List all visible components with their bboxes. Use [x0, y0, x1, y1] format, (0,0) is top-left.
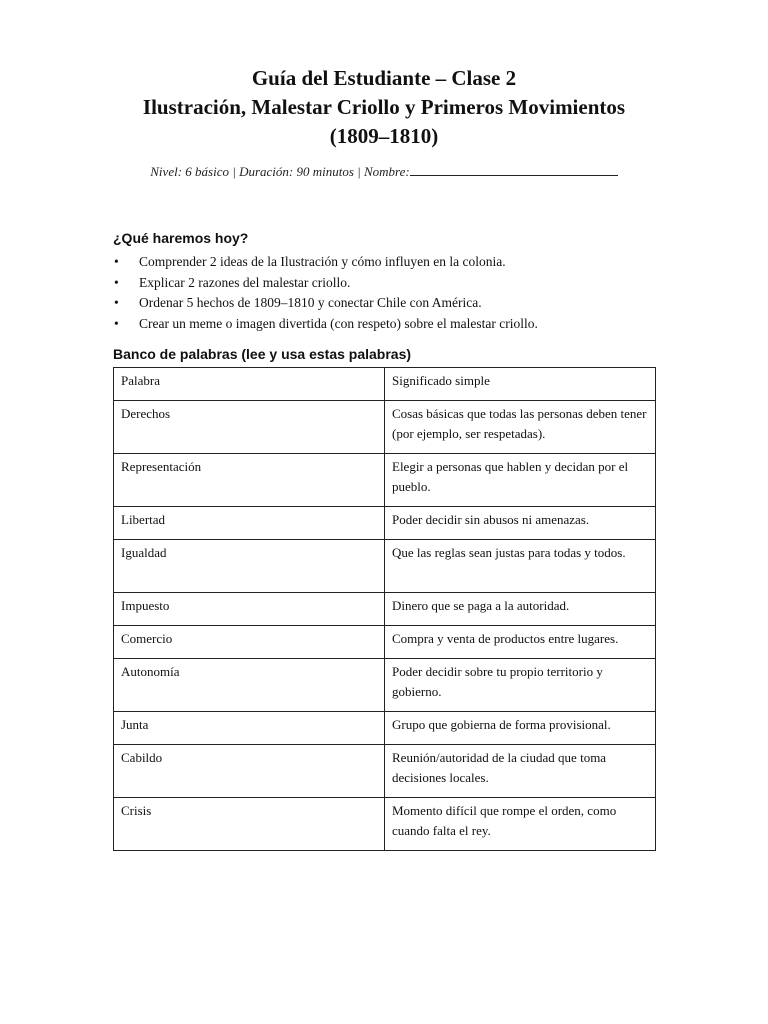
separator: | [232, 164, 236, 179]
bullet-icon: • [114, 295, 119, 310]
word-cell: Cabildo [114, 745, 385, 798]
meaning-cell: Reunión/autoridad de la ciudad que toma decisiones locales. [385, 745, 656, 798]
title-line-3: (1809–1810) [329, 124, 439, 148]
list-item-text: Ordenar 5 hechos de 1809–1810 y conectar Chile con América. [139, 295, 482, 310]
list-item [113, 314, 538, 335]
duration-text: Duración: 90 minutos [239, 164, 354, 179]
table-row [114, 593, 656, 626]
meaning-cell: Compra y venta de productos entre lugares. [385, 626, 656, 659]
list-item [113, 252, 538, 273]
title-line-1: Guía del Estudiante – Clase 2 [251, 66, 517, 90]
table-row [114, 798, 656, 851]
list-item-text: Crear un meme o imagen divertida (con respeto) sobre el malestar criollo. [139, 315, 538, 331]
word-cell: Comercio [114, 626, 385, 659]
table-row [114, 659, 656, 712]
meaning-cell: Grupo que gobierna de forma provisional. [385, 712, 656, 745]
name-label: Nombre: [363, 164, 410, 179]
list-item-text: Explicar 2 razones del malestar criollo. [139, 274, 351, 290]
objectives-heading: ¿Qué haremos hoy? [113, 230, 249, 246]
document-title [0, 64, 768, 151]
table-row [114, 540, 656, 593]
meaning-cell: Momento difícil que rompe el orden, como cuando falta el rey. [385, 798, 656, 851]
level-text: Nivel: 6 básico [150, 164, 229, 179]
bullet-icon: • [114, 254, 119, 269]
word-cell: Representación [114, 454, 385, 507]
table-row [114, 712, 656, 745]
bullet-icon: • [114, 274, 119, 290]
column-header-meaning: Significado simple [385, 368, 656, 401]
meaning-cell: Que las reglas sean justas para todas y todos. [385, 540, 656, 593]
word-cell: Igualdad [114, 540, 385, 593]
word-bank-heading: Banco de palabras (lee y usa estas palabras) [113, 346, 412, 362]
meta-info-line [0, 164, 768, 180]
objectives-list [113, 252, 538, 334]
word-bank-table [113, 367, 656, 851]
word-cell: Derechos [114, 401, 385, 454]
meaning-cell: Poder decidir sin abusos ni amenazas. [385, 507, 656, 540]
bullet-icon: • [114, 315, 119, 331]
table-row [114, 454, 656, 507]
table-row [114, 626, 656, 659]
word-cell: Impuesto [114, 593, 385, 626]
word-cell: Libertad [114, 507, 385, 540]
column-header-word: Palabra [114, 368, 385, 401]
list-item [113, 293, 538, 314]
word-cell: Crisis [114, 798, 385, 851]
title-line-2: Ilustración, Malestar Criollo y Primeros Movimientos [142, 95, 626, 119]
list-item-text: Comprender 2 ideas de la Ilustración y cómo influyen en la colonia. [139, 254, 506, 269]
table-row [114, 745, 656, 798]
word-cell: Autonomía [114, 659, 385, 712]
word-cell: Junta [114, 712, 385, 745]
list-item [113, 273, 538, 294]
table-header-row [114, 368, 656, 401]
meaning-cell: Poder decidir sobre tu propio territorio y gobierno. [385, 659, 656, 712]
meaning-cell: Cosas básicas que todas las personas deben tener (por ejemplo, ser respetadas). [385, 401, 656, 454]
separator: | [357, 164, 361, 179]
table-row [114, 507, 656, 540]
meaning-cell: Elegir a personas que hablen y decidan por el pueblo. [385, 454, 656, 507]
name-blank-line[interactable] [410, 164, 618, 176]
table-row [114, 401, 656, 454]
meaning-cell: Dinero que se paga a la autoridad. [385, 593, 656, 626]
